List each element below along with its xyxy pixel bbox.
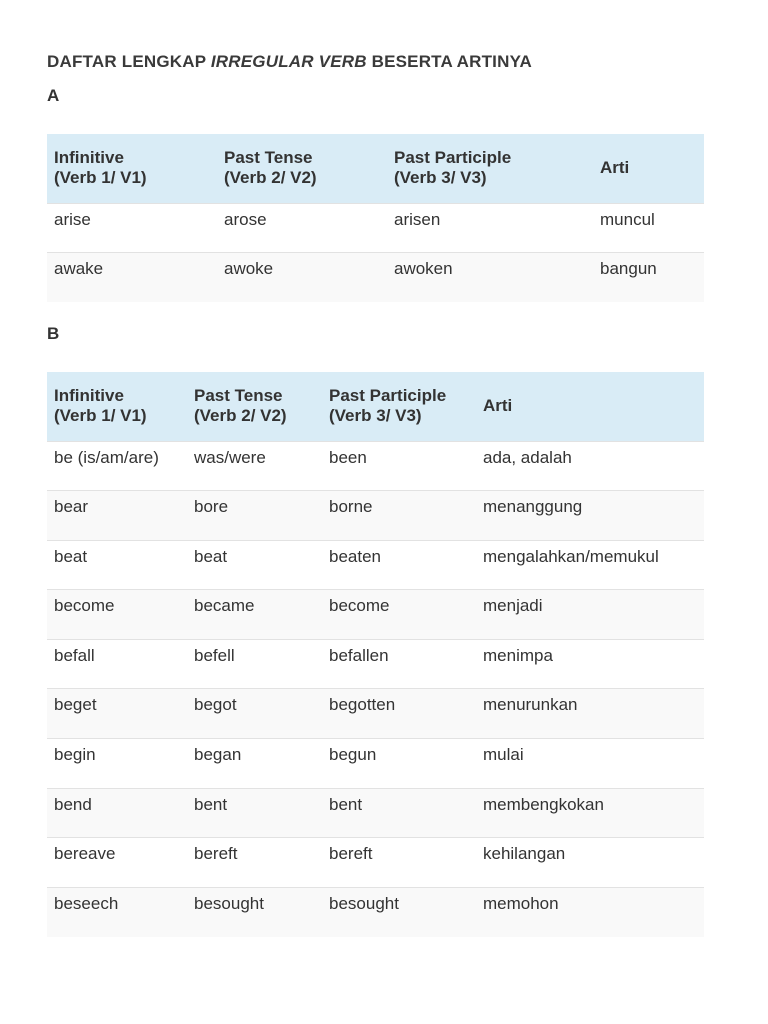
title-part-1: DAFTAR LENGKAP xyxy=(47,52,211,71)
cell-v3: befallen xyxy=(322,639,476,689)
table-row xyxy=(47,253,704,303)
cell-v3: beaten xyxy=(322,540,476,590)
cell-v1: arise xyxy=(47,203,217,253)
cell-v2: was/were xyxy=(187,441,322,491)
table-row xyxy=(47,788,704,838)
header-past-tense: Past Tense (Verb 2/ V2) xyxy=(194,386,287,426)
table-header-row xyxy=(47,134,704,203)
title-part-3: BESERTA ARTINYA xyxy=(366,52,533,71)
cell-v3: become xyxy=(322,590,476,640)
cell-arti: menimpa xyxy=(476,639,704,689)
table-row xyxy=(47,540,704,590)
cell-arti: memohon xyxy=(476,887,704,937)
table-row xyxy=(47,887,704,937)
cell-v1: begin xyxy=(47,739,187,789)
cell-v1: bend xyxy=(47,788,187,838)
verb-table-a xyxy=(47,134,704,302)
header-past-participle: Past Participle (Verb 3/ V3) xyxy=(329,386,447,426)
cell-v2: arose xyxy=(217,203,387,253)
cell-v3: arisen xyxy=(387,203,593,253)
cell-arti: mulai xyxy=(476,739,704,789)
cell-v1: be (is/am/are) xyxy=(47,441,187,491)
cell-arti: kehilangan xyxy=(476,838,704,888)
verb-table-b xyxy=(47,372,704,937)
cell-v1: befall xyxy=(47,639,187,689)
cell-v3: borne xyxy=(322,491,476,541)
section-letter-a: A xyxy=(47,86,60,105)
header-arti: Arti xyxy=(483,396,513,416)
cell-v2: begot xyxy=(187,689,322,739)
cell-v1: awake xyxy=(47,253,217,303)
cell-v1: beat xyxy=(47,540,187,590)
cell-v2: bent xyxy=(187,788,322,838)
cell-v3: been xyxy=(322,441,476,491)
table-header-row xyxy=(47,372,704,441)
cell-v3: bent xyxy=(322,788,476,838)
cell-v3: besought xyxy=(322,887,476,937)
cell-v2: became xyxy=(187,590,322,640)
cell-v1: beget xyxy=(47,689,187,739)
cell-v2: bereft xyxy=(187,838,322,888)
table-row xyxy=(47,203,704,253)
table-row xyxy=(47,590,704,640)
section-letter-b: B xyxy=(47,324,60,343)
table-row xyxy=(47,441,704,491)
cell-v3: begotten xyxy=(322,689,476,739)
cell-v3: bereft xyxy=(322,838,476,888)
cell-arti: ada, adalah xyxy=(476,441,704,491)
header-arti: Arti xyxy=(600,158,630,178)
cell-v3: awoken xyxy=(387,253,593,303)
table-row xyxy=(47,491,704,541)
cell-v1: bereave xyxy=(47,838,187,888)
cell-v2: befell xyxy=(187,639,322,689)
cell-v2: besought xyxy=(187,887,322,937)
title-part-italic: IRREGULAR VERB xyxy=(210,52,367,71)
header-infinitive: Infinitive (Verb 1/ V1) xyxy=(54,148,147,188)
cell-v1: become xyxy=(47,590,187,640)
cell-v1: beseech xyxy=(47,887,187,937)
cell-arti: mengalahkan/memukul xyxy=(476,540,704,590)
page-title xyxy=(47,52,532,72)
table-row xyxy=(47,639,704,689)
table-row xyxy=(47,689,704,739)
header-past-tense: Past Tense (Verb 2/ V2) xyxy=(224,148,317,188)
cell-arti: menanggung xyxy=(476,491,704,541)
cell-arti: bangun xyxy=(593,253,704,303)
cell-arti: menurunkan xyxy=(476,689,704,739)
cell-v1: bear xyxy=(47,491,187,541)
cell-v2: beat xyxy=(187,540,322,590)
cell-arti: menjadi xyxy=(476,590,704,640)
header-past-participle: Past Participle (Verb 3/ V3) xyxy=(394,148,512,188)
table-row xyxy=(47,739,704,789)
cell-arti: muncul xyxy=(593,203,704,253)
cell-v2: began xyxy=(187,739,322,789)
header-infinitive: Infinitive (Verb 1/ V1) xyxy=(54,386,147,426)
cell-v3: begun xyxy=(322,739,476,789)
cell-v2: bore xyxy=(187,491,322,541)
cell-v2: awoke xyxy=(217,253,387,303)
cell-arti: membengkokan xyxy=(476,788,704,838)
table-row xyxy=(47,838,704,888)
